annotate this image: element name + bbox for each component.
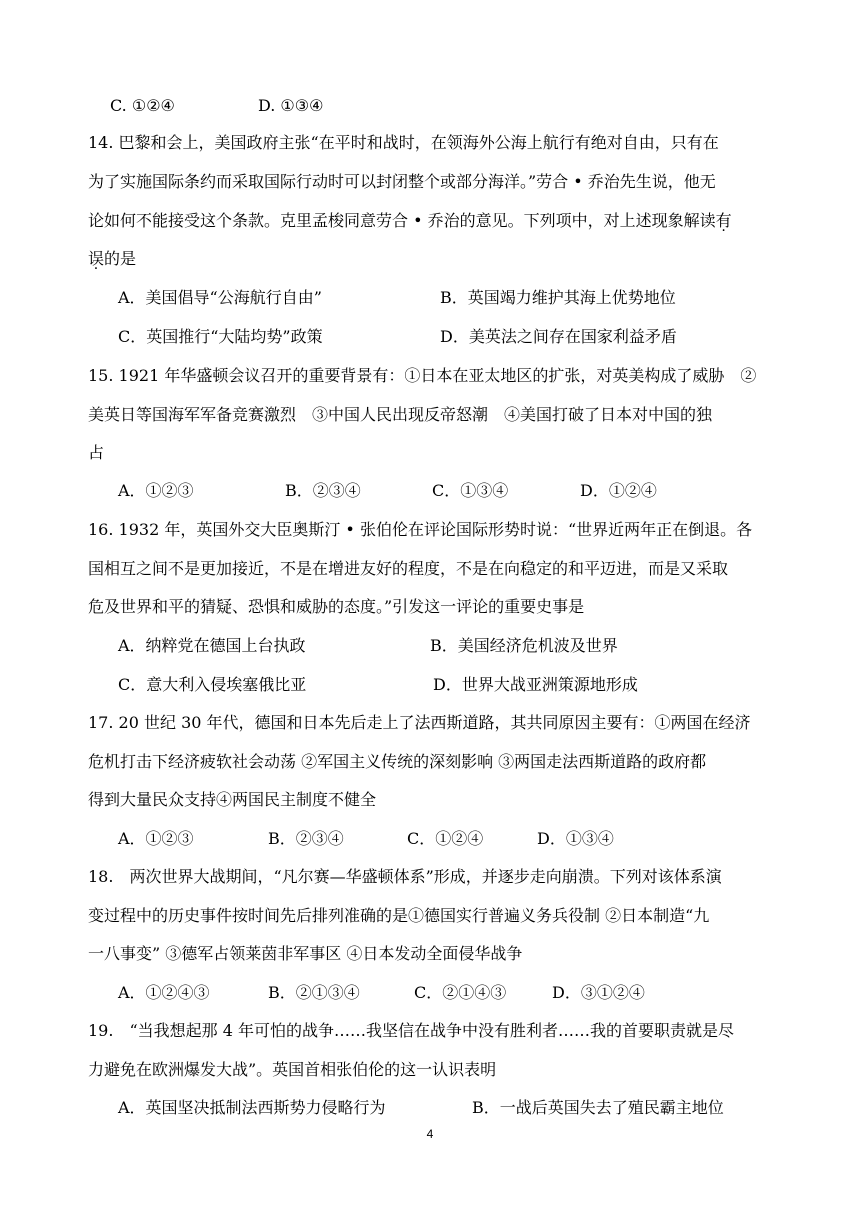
q15-option-a: A．①②③: [118, 481, 194, 500]
q17-option-c: C．①②④: [407, 829, 484, 848]
q16-option-b: B．美国经济危机波及世界: [430, 636, 618, 655]
q18-option-b: B．②①③④: [268, 983, 360, 1002]
q16-option-d: D．世界大战亚洲策源地形成: [433, 675, 638, 694]
q16-option-a: A．纳粹党在德国上台执政: [118, 636, 306, 655]
q15-option-d: D．①②④: [580, 481, 657, 500]
q17-option-b: B．②③④: [268, 829, 344, 848]
q18-option-d: D．③①②④: [552, 983, 645, 1002]
q14-line-4-text: 的是: [104, 249, 137, 268]
q17-option-d: D．①③④: [537, 829, 614, 848]
q17-line-3: 得到大量民众支持④两国民主制度不健全: [88, 790, 377, 809]
q18-line-3: 一八事变” ③德军占领莱茵非军事区 ④日本发动全面侵华战争: [88, 944, 523, 963]
q14-line-1: 14. 巴黎和会上，美国政府主张“在平时和战时，在领海外公海上航行有绝对自由，只有在: [88, 133, 719, 152]
q17-option-a: A．①②③: [118, 829, 194, 848]
q16-line-3: 危及世界和平的猜疑、恐惧和威胁的态度。”引发这一评论的重要史事是: [88, 597, 585, 616]
q19-option-a: A．英国坚决抵制法西斯势力侵略行为: [118, 1098, 386, 1117]
q16-line-1: 16. 1932 年，英国外交大臣奥斯汀 • 张伯伦在评论国际形势时说：“世界近两年正在倒退。各: [88, 520, 753, 539]
q14-line-3: [88, 211, 732, 231]
q19-option-b: B．一战后英国失去了殖民霸主地位: [472, 1098, 724, 1117]
q19-line-1: 19. “当我想起那 4 年可怕的战争……我坚信在战争中没有胜利者……我的首要职责就是尽: [88, 1021, 734, 1040]
q15-line-3: 占: [88, 443, 105, 462]
q14-line-2: 为了实施国际条约而采取国际行动时可以封闭整个或部分海洋。”劳合 • 乔治先生说，他无: [88, 172, 716, 191]
q17-line-1: 17. 20 世纪 30 年代，德国和日本先后走上了法西斯道路，其共同原因主要有：①两国在经济: [88, 713, 751, 732]
q16-option-c: C．意大利入侵埃塞俄比亚: [118, 675, 307, 694]
q19-line-2: 力避免在欧洲爆发大战”。英国首相张伯伦的这一认识表明: [88, 1060, 497, 1079]
q18-option-a: A．①②④③: [118, 983, 210, 1002]
q14-emphasis-char-1: 有: [715, 211, 732, 230]
q14-option-a: A．美国倡导“公海航行自由”: [118, 288, 322, 307]
q14-emphasis-char-2: 误: [88, 249, 105, 268]
q15-line-2: 美英日等国海军军备竞赛激烈 ③中国人民出现反帝怒潮 ④美国打破了日本对中国的独: [88, 405, 713, 424]
q15-option-b: B．②③④: [285, 481, 361, 500]
q13-option-d: D. ①③④: [258, 96, 324, 115]
q17-line-2: 危机打击下经济疲软社会动荡 ②军国主义传统的深刻影响 ③两国走法西斯道路的政府都: [88, 752, 707, 771]
q14-option-d: D．美英法之间存在国家利益矛盾: [440, 327, 677, 346]
q15-option-c: C．①③④: [432, 481, 509, 500]
q18-option-c: C．②①④③: [414, 983, 507, 1002]
q14-option-c: C．英国推行“大陆均势”政策: [118, 327, 323, 346]
q16-line-2: 国相互之间不是更加接近，不是在增进友好的程度，不是在向稳定的和平迈进，而是又采取: [88, 559, 729, 578]
q13-option-c: C. ①②④: [110, 96, 175, 115]
q18-line-1: 18. 两次世界大战期间，“凡尔赛—华盛顿体系”形成，并逐步走向崩溃。下列对该体系演: [88, 867, 722, 886]
q15-line-1: 15. 1921 年华盛顿会议召开的重要背景有：①日本在亚太地区的扩张，对英美构成了威胁 ②: [88, 366, 757, 385]
q14-line-4: [88, 249, 136, 269]
q18-line-2: 变过程中的历史事件按时间先后排列准确的是①德国实行普遍义务兵役制 ②日本制造“九: [88, 906, 710, 925]
q14-line-3-text: 论如何不能接受这个条款。克里孟梭同意劳合 • 乔治的意见。下列项中，对上述现象解读: [88, 211, 716, 230]
page-number: 4: [426, 1127, 434, 1141]
q14-option-b: B．英国竭力维护其海上优势地位: [440, 288, 676, 307]
